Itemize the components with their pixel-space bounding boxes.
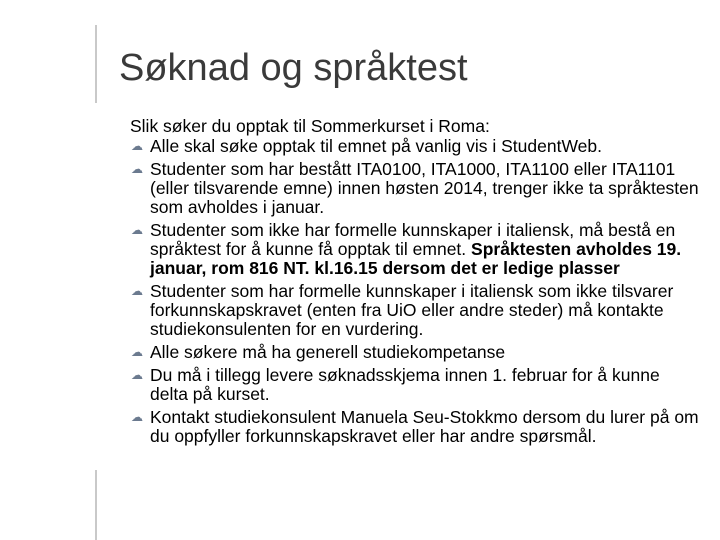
bullet-item	[130, 160, 702, 217]
bullet-icon: ☁	[131, 139, 143, 153]
bullet-icon: ☁	[131, 284, 143, 298]
intro-text: Slik søker du opptak til Sommerkurset i Roma:	[130, 116, 490, 136]
bullet-item	[130, 408, 702, 446]
decorative-line-bottom	[95, 470, 97, 540]
bullet-text: Studenter som har formelle kunnskaper i italiensk som ikke tilsvarer forkunnskapskravet (enten fra UiO eller andre steder) må kontakte studiekonsulenten for en vurdering.	[150, 281, 674, 339]
decorative-line-top	[95, 25, 97, 103]
bullet-text: Alle skal søke opptak til emnet på vanlig vis i StudentWeb.	[150, 136, 602, 156]
bullet-item	[130, 343, 702, 362]
bullet-item	[130, 366, 702, 404]
bullet-icon: ☁	[131, 345, 143, 359]
bullet-icon: ☁	[131, 223, 143, 237]
bullet-text: Alle søkere må ha generell studiekompetanse	[150, 342, 506, 362]
bullet-icon: ☁	[131, 368, 143, 382]
bullet-text: Studenter som ikke har formelle kunnskaper i italiensk, må bestå en språktest for å kunne få opptak til emnet.	[150, 220, 676, 259]
bullet-text: Kontakt studiekonsulent Manuela Seu-Stokkmo dersom du lurer på om du oppfyller forkunnskapskravet eller har andre spørsmål.	[150, 407, 699, 446]
bullet-item	[130, 137, 702, 156]
bullet-item	[130, 221, 702, 278]
bullet-item	[130, 282, 702, 339]
bullet-list	[130, 137, 702, 446]
slide-content	[130, 113, 702, 450]
bullet-text: Studenter som har bestått ITA0100, ITA1000, ITA1100 eller ITA1101 (eller tilsvarende emne) innen høsten 2014, trenger ikke ta språktesten som avholdes i januar.	[150, 159, 699, 217]
bullet-bold-text: Språktesten avholdes 19. januar, rom 816 NT. kl.16.15 dersom det er ledige plasser	[150, 239, 682, 278]
bullet-text: Du må i tillegg levere søknadsskjema innen 1. februar for å kunne delta på kurset.	[150, 365, 660, 404]
slide-title: Søknad og språktest	[119, 47, 468, 89]
bullet-icon: ☁	[131, 162, 143, 176]
bullet-icon: ☁	[131, 410, 143, 424]
